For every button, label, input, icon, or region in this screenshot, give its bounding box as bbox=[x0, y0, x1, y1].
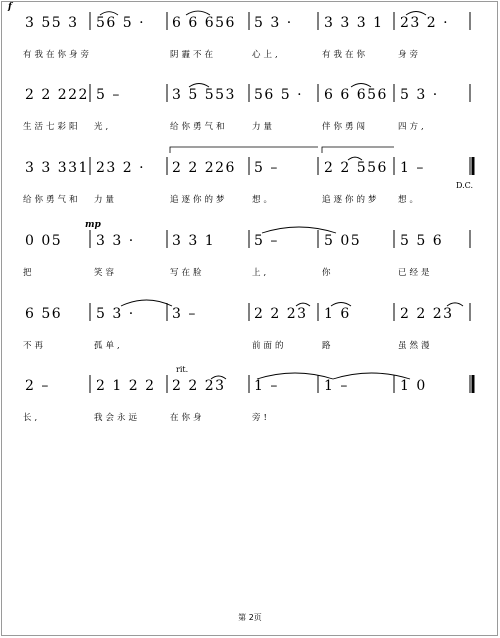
ending-bracket-2 bbox=[322, 147, 394, 153]
note-measure: 5 3 · bbox=[254, 15, 293, 31]
note-measure: 2 – bbox=[25, 378, 50, 394]
lyric-text: 虽然漫 bbox=[398, 341, 433, 351]
note-measure: 0 05 bbox=[25, 233, 63, 249]
note-measure: 3 3 3 1 bbox=[324, 15, 384, 31]
note-measure: 3 3 1 bbox=[172, 233, 216, 249]
dynamic-mark: f bbox=[8, 2, 12, 12]
note-measure: 6 6 656 bbox=[324, 87, 388, 103]
lyric-text: 想。 bbox=[398, 195, 422, 205]
note-measure: 6 6 656 bbox=[172, 15, 236, 31]
page-number: 第 2页 bbox=[238, 613, 262, 622]
lyric-text: 不再 bbox=[23, 341, 47, 351]
note-measure: 1 – bbox=[400, 160, 425, 176]
note-measure: 3 55 3 bbox=[25, 15, 79, 31]
note-measure: 2 2 226 bbox=[172, 160, 236, 176]
note-measure: 23 2 · bbox=[96, 160, 146, 176]
note-measure: 5 – bbox=[96, 87, 121, 103]
lyric-text: 阴霾不在 bbox=[170, 50, 217, 60]
lyric-text: 身旁 bbox=[398, 50, 422, 60]
note-measure: 5 3 · bbox=[96, 306, 135, 322]
note-measure: 6 56 bbox=[25, 306, 63, 322]
lyric-text: 光, bbox=[94, 122, 112, 132]
note-measure: 1 – bbox=[324, 378, 349, 394]
lyric-text: 追逐你的梦 bbox=[322, 195, 380, 205]
note-measure: 56 5 · bbox=[254, 87, 304, 103]
lyric-text: 写在脸 bbox=[170, 268, 205, 278]
lyric-text: 力量 bbox=[252, 122, 276, 132]
note-measure: 2 2 23 bbox=[400, 306, 454, 322]
lyric-text: 前面的 bbox=[252, 341, 287, 351]
note-measure: 5 – bbox=[254, 160, 279, 176]
note-measure: 2 2 23 bbox=[172, 378, 226, 394]
lyric-text: 把 bbox=[23, 268, 35, 278]
tempo-mark: rit. bbox=[176, 365, 189, 374]
note-measure: 5 3 · bbox=[400, 87, 439, 103]
note-measure: 1 – bbox=[254, 378, 279, 394]
note-measure: 56 5 · bbox=[96, 15, 146, 31]
lyric-text: 我会永远 bbox=[94, 413, 141, 423]
note-measure: 5 05 bbox=[324, 233, 362, 249]
note-measure: 2 2 23 bbox=[254, 306, 308, 322]
note-measure: 23 2 · bbox=[400, 15, 450, 31]
note-measure: 2 2 556 bbox=[324, 160, 388, 176]
lyric-text: 力量 bbox=[94, 195, 118, 205]
note-measure: 2 2 222 bbox=[25, 87, 89, 103]
lyric-text: 给你勇气和 bbox=[23, 195, 81, 205]
lyric-text: 伴你勇闯 bbox=[322, 122, 369, 132]
lyric-text: 给你勇气和 bbox=[170, 122, 228, 132]
note-measure: 3 3 · bbox=[96, 233, 135, 249]
lyric-text: 在你身 bbox=[170, 413, 205, 423]
note-measure: 2 1 2 2 bbox=[96, 378, 156, 394]
lyric-text: 想。 bbox=[252, 195, 276, 205]
dynamic-mark: mp bbox=[85, 220, 101, 230]
ending-bracket-1 bbox=[170, 147, 318, 153]
note-measure: 3 5 553 bbox=[172, 87, 236, 103]
lyric-text: 四方, bbox=[398, 122, 427, 132]
lyric-text: 上, bbox=[252, 268, 270, 278]
lyric-text: 孤单, bbox=[94, 341, 123, 351]
lyric-text: 笑容 bbox=[94, 268, 118, 278]
note-measure: 1 6 bbox=[324, 306, 351, 322]
lyric-text: 路 bbox=[322, 341, 334, 351]
note-measure: 5 5 6 bbox=[400, 233, 444, 249]
lyric-text: 长, bbox=[23, 413, 41, 423]
lyric-text: 有我在你 bbox=[322, 50, 369, 60]
lyric-text: 有我在你身旁 bbox=[23, 50, 93, 60]
lyric-text: 生活七彩阳 bbox=[23, 122, 81, 132]
note-measure: 3 – bbox=[172, 306, 197, 322]
dc-mark: D.C. bbox=[456, 181, 474, 190]
lyric-text: 你 bbox=[322, 268, 334, 278]
note-measure: 1 0 bbox=[400, 378, 427, 394]
lyric-text: 旁! bbox=[252, 413, 270, 423]
lyric-text: 追逐你的梦 bbox=[170, 195, 228, 205]
note-measure: 3 3 331 bbox=[25, 160, 89, 176]
lyric-text: 已经是 bbox=[398, 268, 433, 278]
note-measure: 5 – bbox=[254, 233, 279, 249]
lyric-text: 心上, bbox=[252, 50, 281, 60]
